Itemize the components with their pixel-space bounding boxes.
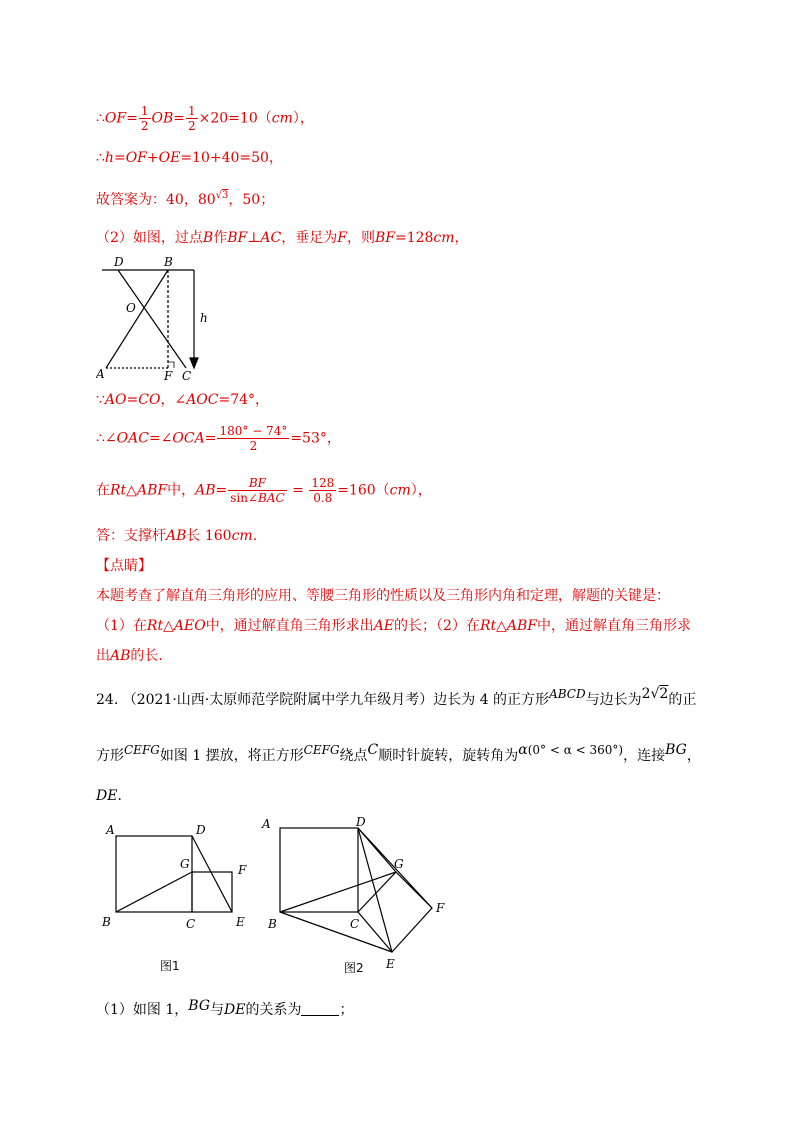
label-h: h <box>200 311 208 325</box>
fig2-label-G: G <box>394 857 404 871</box>
fig1-label-E: E <box>236 915 245 929</box>
fig2-label-B: B <box>268 917 277 931</box>
question-24-part1: （1）如图 1，BG与DE的关系为 ； <box>96 998 354 1018</box>
solution-line-h: ∴h=OF+OE=10+40=50， <box>96 150 283 166</box>
fig1-label-C: C <box>186 917 196 931</box>
fig2-label-C: C <box>350 917 360 931</box>
question-24-line3: DE. <box>96 788 122 804</box>
answer-blank[interactable] <box>301 1001 339 1016</box>
fig2-label-E: E <box>386 957 395 971</box>
fig1-label-G: G <box>180 857 190 871</box>
fig2-caption: 图2 <box>344 961 364 975</box>
fig2-label-D: D <box>356 815 366 829</box>
angle-line: ∴∠OAC=∠OCA= $\frac{180^\circ - 74^\circ}{2}$ =53°， <box>96 424 341 453</box>
question-24-line1: 24. （2021·山西·太原师范学院附属中学九年级月考）边长为 4 的正方形ABCD与边长为2√2的正 <box>96 686 697 708</box>
part2-intro-line: （2）如图，过点B作BF⊥AC，垂足为F，则BF=128cm， <box>96 230 469 246</box>
figure-1 <box>96 820 256 980</box>
ab-computation-line: 在Rt△ABF中，AB= $\frac{BF}{\text{sin∠BAC}}$ = $\frac{128}{0.8}$ =160（cm）， <box>96 476 432 505</box>
dianjing-heading: 【点睛】 <box>96 558 152 574</box>
label-C: C <box>182 369 192 382</box>
fig1-label-B: B <box>102 915 111 929</box>
given-line: ∵AO=CO，∠AOC=74°， <box>96 392 270 408</box>
fig1-label-F: F <box>238 863 247 877</box>
comment-line-2: （1）在Rt△AEO中，通过解直角三角形求出AE的长；（2）在Rt△ABF中，通过解直角三角形求 <box>96 618 692 634</box>
comment-line-1: 本题考查了解直角三角形的应用、等腰三角形的性质以及三角形内角和定理，解题的关键是： <box>96 588 670 604</box>
label-O: O <box>126 301 136 315</box>
final-answer-line: 答：支撑杆AB长 160cm. <box>96 528 258 544</box>
label-A: A <box>96 367 105 381</box>
fig1-label-D: D <box>196 823 206 837</box>
figure-support-frame <box>96 252 226 382</box>
fig2-label-F: F <box>436 901 445 915</box>
label-B: B <box>164 255 173 269</box>
question-24-line2: 方形CEFG如图 1 摆放，将正方形CEFG绕点C顺时针旋转，旋转角为α(0° < α < 360°)，连接BG， <box>96 742 701 764</box>
fig1-caption: 图1 <box>160 959 180 973</box>
answer-line: 故答案为：40，$80^{√3}$，50； <box>96 190 275 208</box>
figure-2 <box>258 812 458 982</box>
solution-line-of: ∴OF= $\frac{1}{2}$ OB= $\frac{1}{2}$ ×20=10（cm）， <box>96 104 314 133</box>
comment-line-3: 出AB的长. <box>96 648 163 664</box>
fig2-label-A: A <box>262 817 271 831</box>
label-D: D <box>114 255 124 269</box>
fig1-label-A: A <box>106 823 115 837</box>
label-F: F <box>164 369 173 382</box>
